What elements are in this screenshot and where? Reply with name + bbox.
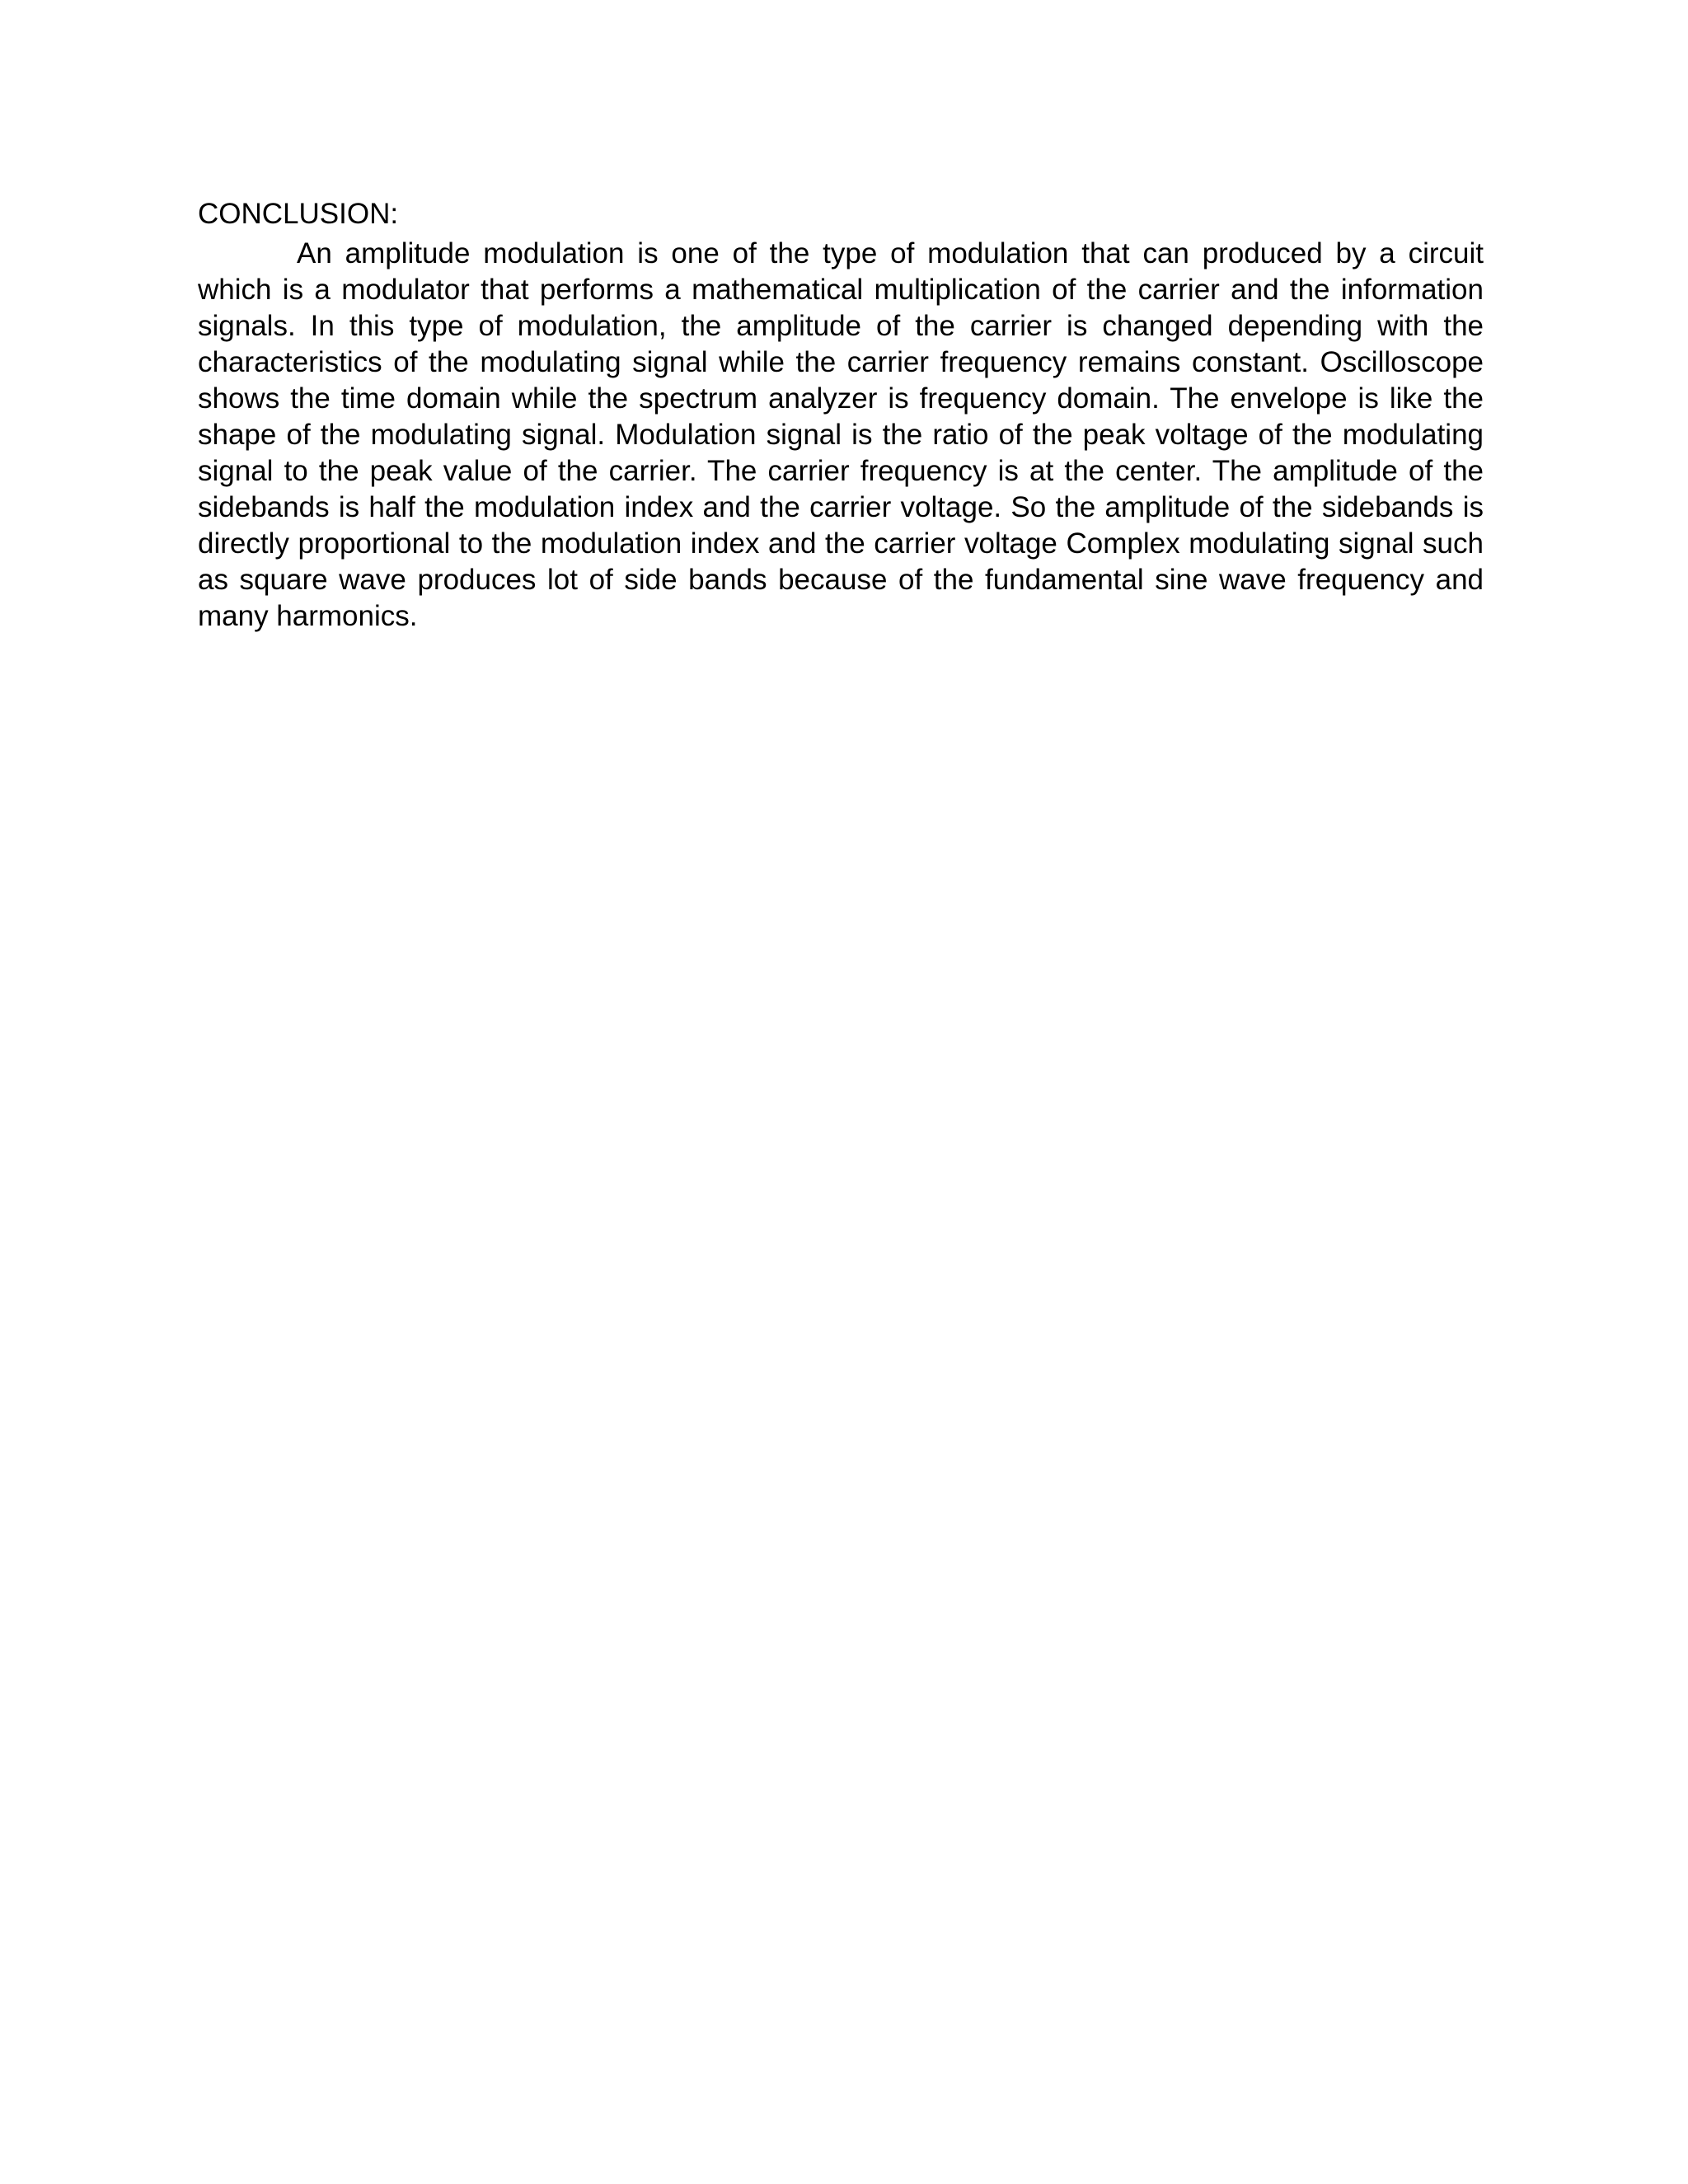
section-heading: CONCLUSION: — [198, 198, 399, 230]
conclusion-paragraph: An amplitude modulation is one of the type of modulation that can produced by a circuit which is a modulator that performs a mathematical multiplication of the carrier and the information signals. In this type of modulation, the amplitude of the carrier is changed depending with the characteristics of the modulating signal while the carrier frequency remains constant. Oscilloscope shows the time domain while the spectrum analyzer is frequency domain. The envelope is like the shape of the modulating signal. Modulation signal is the ratio of the peak voltage of the modulating signal to the peak value of the carrier. The carrier frequency is at the center. The amplitude of the sidebands is half the modulation index and the carrier voltage. So the amplitude of the sidebands is directly proportional to the modulation index and the carrier voltage Complex modulating signal such as square wave produces lot of side bands because of the fundamental sine wave frequency and many harmonics. — [198, 237, 1484, 632]
document-body — [198, 196, 1484, 635]
